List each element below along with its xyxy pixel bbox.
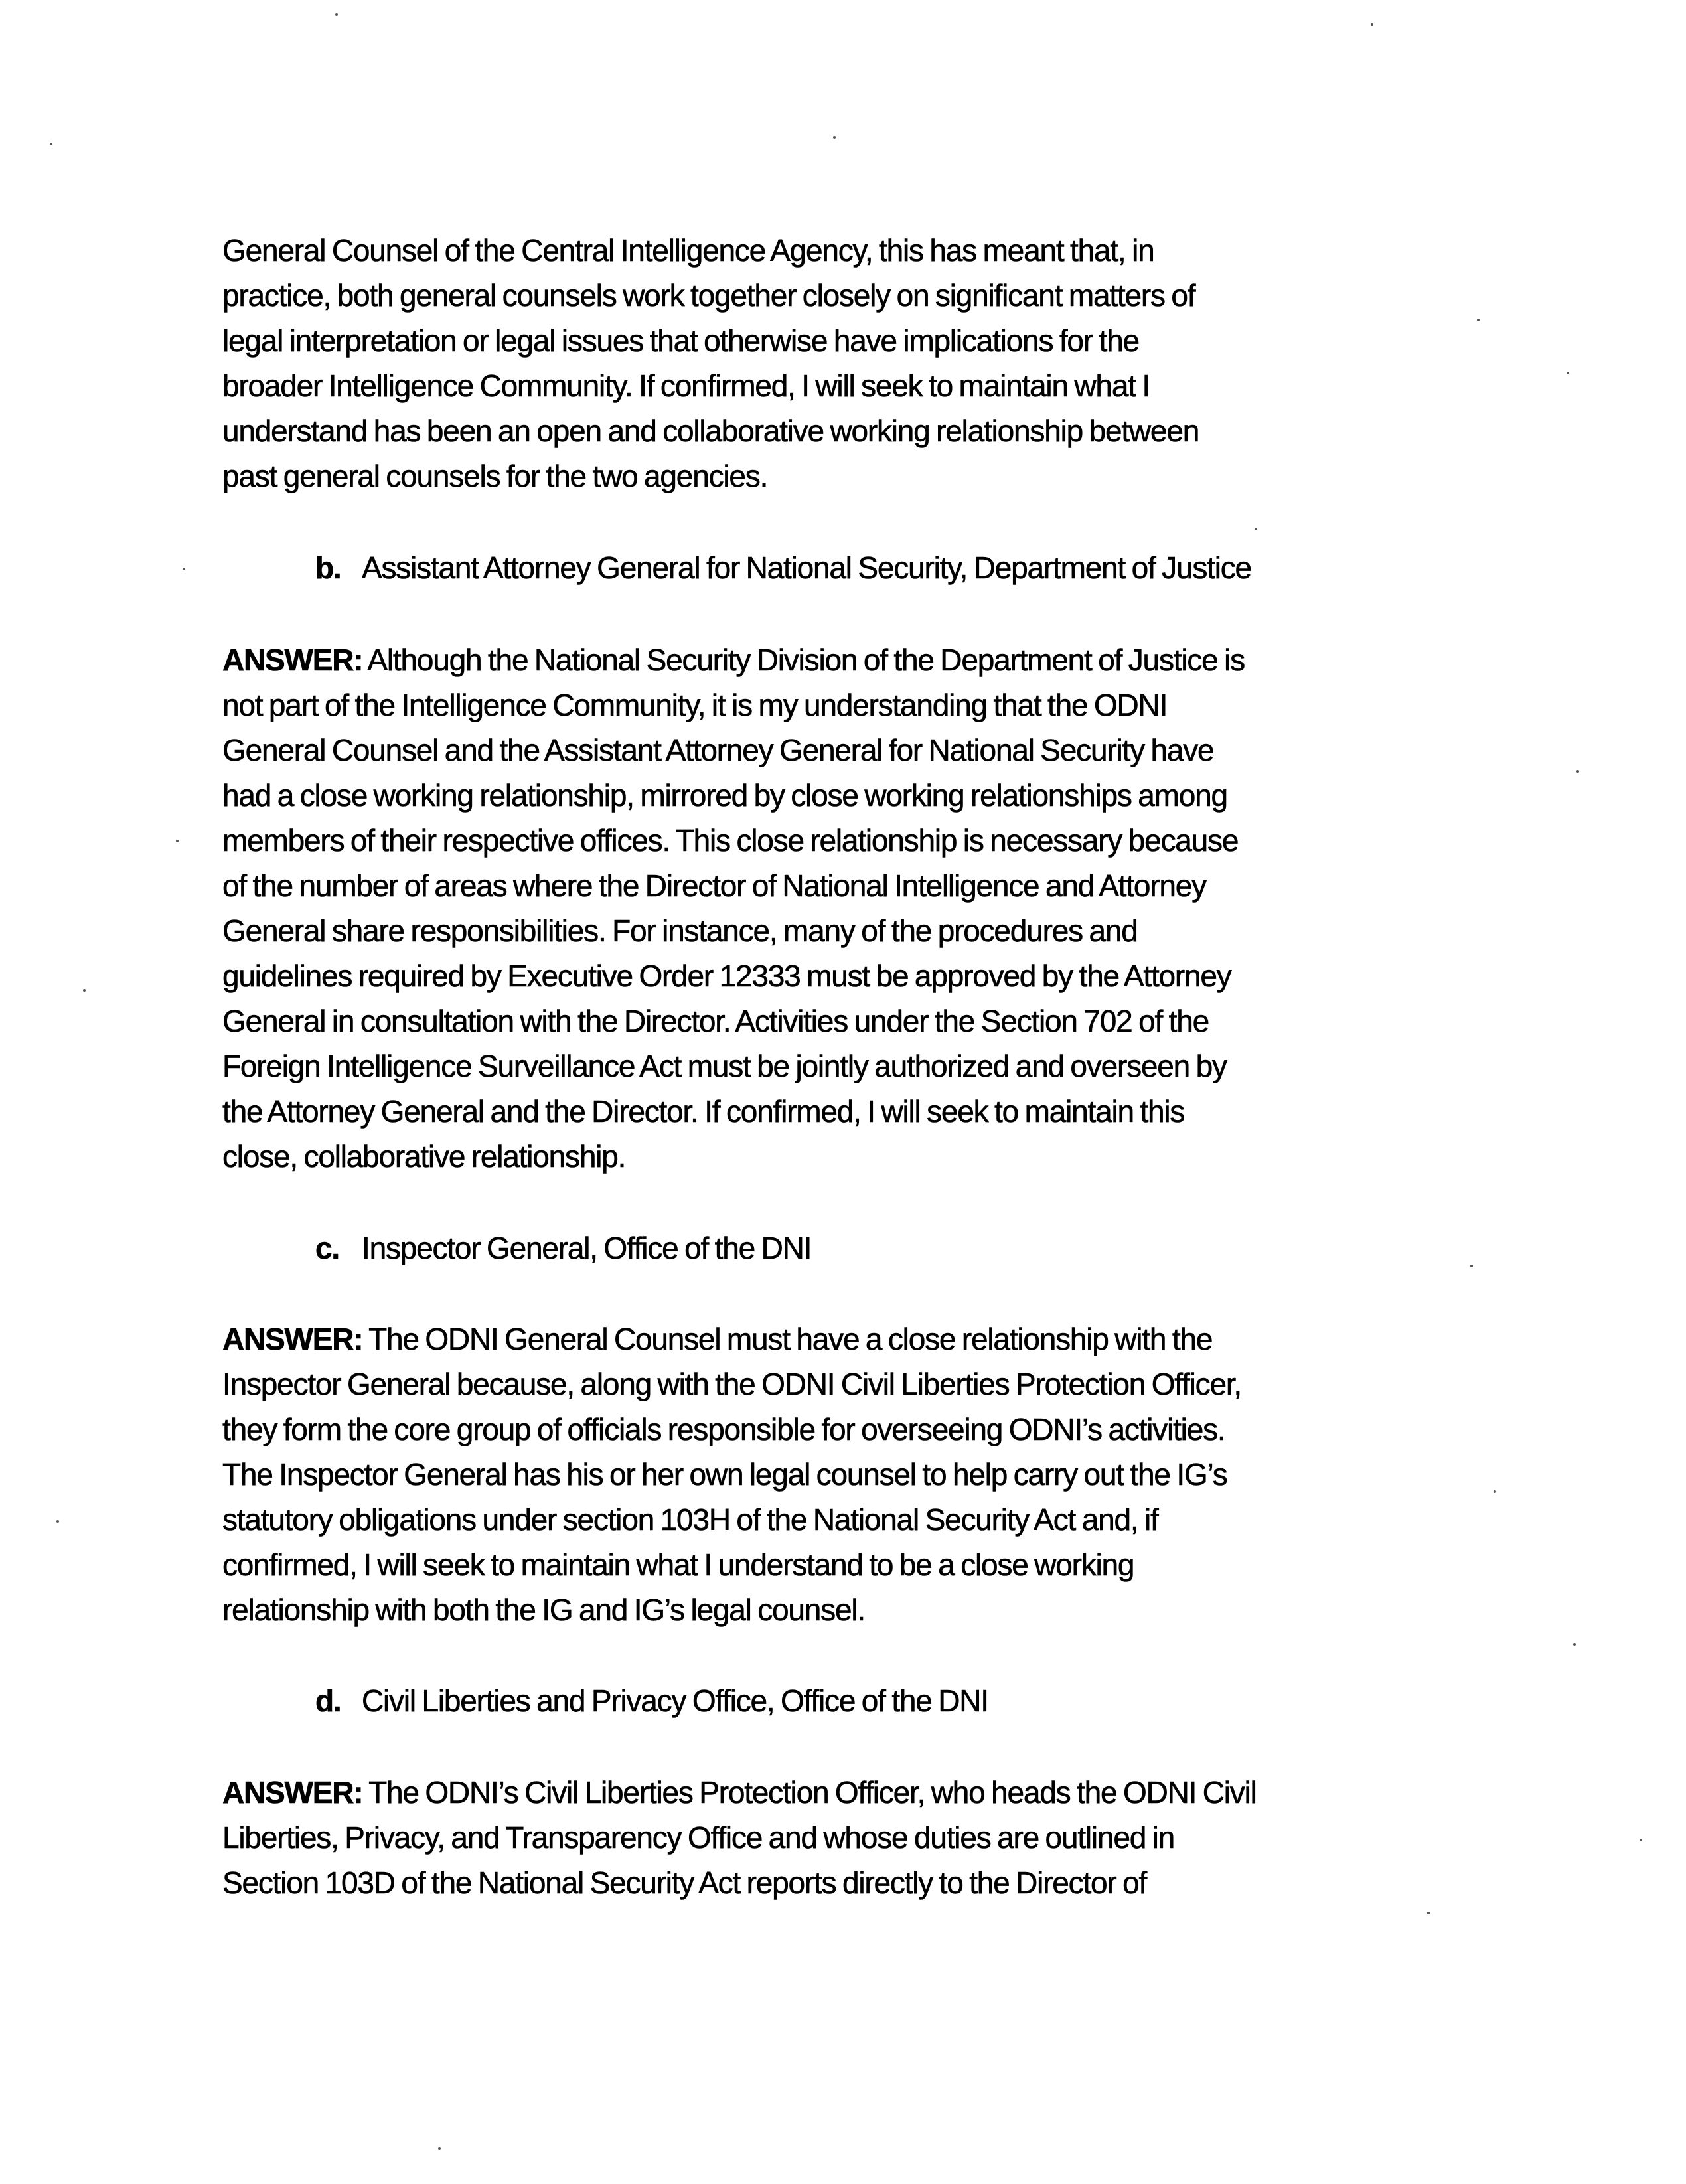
paragraph-line: understand has been an open and collaborative working relationship between — [222, 414, 1199, 448]
scan-speck — [438, 2147, 441, 2150]
scan-speck — [1371, 23, 1373, 26]
scan-speck — [1567, 372, 1569, 374]
answer-line: Inspector General because, along with the ODNI Civil Liberties Protection Officer, — [222, 1367, 1241, 1401]
answer-line: had a close working relationship, mirrored by close working relationships among — [222, 778, 1227, 813]
answer-line: members of their respective offices. This close relationship is necessary because — [222, 823, 1239, 858]
paragraph-line: General Counsel of the Central Intelligence Agency, this has meant that, in — [222, 233, 1154, 268]
scan-speck — [56, 1520, 59, 1523]
paragraph-line: practice, both general counsels work together closely on significant matters of — [222, 278, 1195, 313]
answer-line: of the number of areas where the Director of National Intelligence and Attorney — [222, 868, 1206, 903]
answer-line — [222, 1771, 1257, 1814]
answer-line: confirmed, I will seek to maintain what I understand to be a close working — [222, 1547, 1134, 1582]
section-heading — [315, 546, 1251, 589]
answer-label: ANSWER: — [222, 1322, 363, 1356]
list-marker: d. — [315, 1683, 341, 1718]
scan-speck — [176, 840, 179, 842]
scan-speck — [1255, 528, 1257, 530]
answer-line — [222, 639, 1245, 681]
scan-speck — [50, 143, 52, 145]
answer-line: they form the core group of officials responsible for overseeing ODNI’s activities. — [222, 1412, 1225, 1446]
answer-line: statutory obligations under section 103H of the National Security Act and, if — [222, 1502, 1158, 1537]
scan-speck — [335, 13, 338, 16]
answer-line: General in consultation with the Director. Activities under the Section 702 of the — [222, 1004, 1209, 1038]
section-title: Assistant Attorney General for National Security, Department of Justice — [362, 550, 1251, 585]
answer-line: the Attorney General and the Director. If confirmed, I will seek to maintain this — [222, 1094, 1185, 1129]
scan-speck — [183, 568, 185, 570]
answer-line: guidelines required by Executive Order 12333 must be approved by the Attorney — [222, 959, 1231, 993]
answer-text: The ODNI General Counsel must have a close relationship with the — [362, 1322, 1213, 1356]
paragraph-line: past general counsels for the two agencies. — [222, 459, 768, 493]
answer-label: ANSWER: — [222, 643, 363, 677]
answer-line — [222, 1318, 1212, 1360]
section-heading — [315, 1679, 988, 1722]
scan-speck — [1494, 1490, 1496, 1493]
section-title: Civil Liberties and Privacy Office, Office of the DNI — [362, 1683, 988, 1718]
section-heading — [315, 1227, 811, 1269]
answer-line: General Counsel and the Assistant Attorney General for National Security have — [222, 733, 1214, 767]
answer-label: ANSWER: — [222, 1775, 363, 1810]
answer-line: Liberties, Privacy, and Transparency Office and whose duties are outlined in — [222, 1820, 1175, 1855]
answer-line: not part of the Intelligence Community, it is my understanding that the ODNI — [222, 688, 1168, 722]
answer-line: Section 103D of the National Security Act reports directly to the Director of — [222, 1865, 1147, 1900]
scan-speck — [833, 136, 836, 139]
answer-text: The ODNI’s Civil Liberties Protection Officer, who heads the ODNI Civil — [362, 1775, 1257, 1810]
answer-line: The Inspector General has his or her own legal counsel to help carry out the IG’s — [222, 1457, 1227, 1492]
scan-speck — [83, 989, 86, 992]
scan-speck — [1640, 1839, 1642, 1841]
list-marker: c. — [315, 1231, 339, 1265]
scan-speck — [1427, 1912, 1430, 1914]
scan-speck — [1470, 1265, 1473, 1267]
scan-speck — [1573, 1643, 1576, 1646]
answer-line: close, collaborative relationship. — [222, 1139, 626, 1174]
list-marker: b. — [315, 550, 341, 585]
answer-line: Foreign Intelligence Surveillance Act must be jointly authorized and overseen by — [222, 1049, 1227, 1083]
scan-speck — [1477, 319, 1480, 321]
scan-speck — [1576, 770, 1579, 773]
answer-text: Although the National Security Division of the Department of Justice is — [362, 643, 1245, 677]
section-title: Inspector General, Office of the DNI — [362, 1231, 812, 1265]
answer-line: relationship with both the IG and IG’s legal counsel. — [222, 1593, 865, 1627]
paragraph-line: legal interpretation or legal issues that otherwise have implications for the — [222, 323, 1139, 358]
paragraph-line: broader Intelligence Community. If confirmed, I will seek to maintain what I — [222, 368, 1150, 403]
answer-line: General share responsibilities. For instance, many of the procedures and — [222, 913, 1138, 948]
